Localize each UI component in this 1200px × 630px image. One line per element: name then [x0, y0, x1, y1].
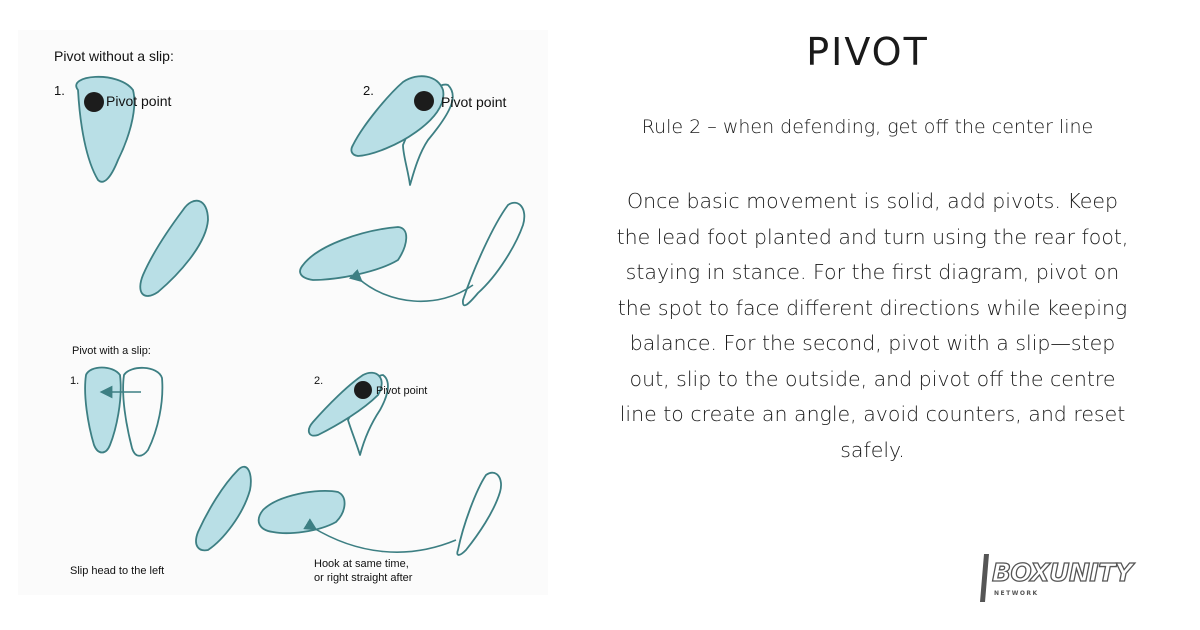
logo-subtext: NETWORK: [994, 590, 1039, 597]
hook-caption-line2: or right straight after: [314, 572, 413, 584]
foot-shape-1e: [300, 227, 406, 280]
pivot-dot-a: [84, 92, 104, 112]
foot-shape-2b: [123, 368, 162, 456]
slip-caption: Slip head to the left: [70, 565, 165, 577]
diagram-panel: [18, 30, 548, 595]
foot-shape-2f: [259, 491, 345, 533]
section2-title: Pivot with a slip:: [72, 345, 151, 357]
footwork-diagram: [18, 30, 548, 595]
foot-shape-2a: [85, 368, 121, 453]
page-title: PIVOT: [806, 30, 929, 74]
diagram-number: 1.: [54, 83, 65, 98]
logo-text: BOXUNITY: [992, 558, 1133, 587]
arrow-3: [312, 527, 456, 552]
body-paragraph: Once basic movement is solid, add pivots. Keep the lead foot planted and turn using the rear foot, staying in stance. For the first diagram, pivot on the spot to face different directions while keeping balance. For the second, pivot with a slip—step out, slip to the outside, and pivot off the centre line to create an angle, avoid counters, and reset safely.: [616, 189, 1129, 462]
diagram-number: 2.: [363, 83, 374, 98]
section1-title: Pivot without a slip:: [54, 48, 174, 64]
pivot-dot-c: [354, 381, 372, 399]
foot-shape-1f: [463, 203, 524, 306]
pivot-point-label: Pivot point: [376, 385, 428, 397]
boxunity-logo: [980, 552, 1160, 604]
diagram-number: 1.: [70, 375, 80, 387]
pivot-point-label: Pivot point: [441, 94, 507, 110]
pivot-dot-b: [414, 91, 434, 111]
text-panel: [600, 0, 1135, 630]
hook-caption-line1: Hook at same time,: [314, 558, 409, 570]
foot-shape-2g: [457, 473, 501, 555]
pivot-point-label: Pivot point: [106, 93, 172, 109]
foot-shape-1b: [140, 201, 208, 296]
boxunity-logo-icon: [980, 554, 990, 602]
foot-shape-2e: [196, 467, 251, 551]
arrow-1: [358, 278, 473, 301]
diagram-number: 2.: [314, 375, 324, 387]
rule-subtitle: Rule 2 – when defending, get off the center line: [641, 116, 1094, 138]
